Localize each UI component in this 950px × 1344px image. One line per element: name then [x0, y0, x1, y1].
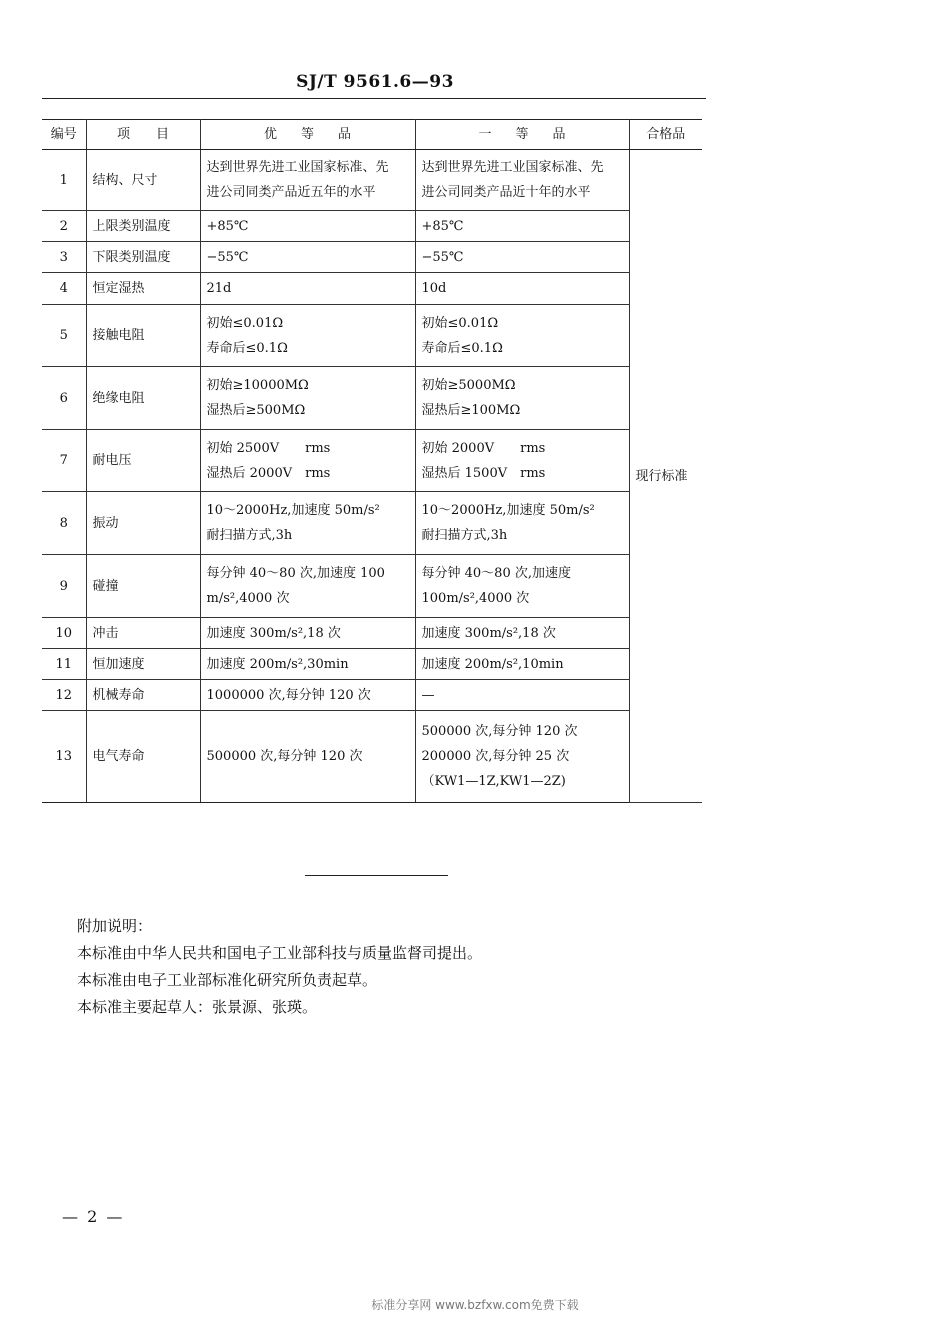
row-number: 9	[42, 555, 86, 618]
cell-line: 10d	[421, 281, 447, 296]
row-number: 1	[42, 150, 86, 211]
excellent-grade-value	[200, 242, 415, 273]
cell-line: −55℃	[421, 249, 464, 265]
cell-line: 进公司同类产品近十年的水平	[421, 185, 591, 200]
table-row	[42, 367, 702, 430]
first-grade-value	[415, 680, 629, 711]
excellent-grade-value	[200, 492, 415, 555]
row-item: 冲击	[86, 618, 200, 649]
cell-line: 200000 次,每分钟 25 次	[421, 749, 570, 764]
cell-line: 加速度 300m/s²,18 次	[206, 625, 341, 641]
first-grade-value	[415, 242, 629, 273]
first-grade-value	[415, 305, 629, 367]
first-grade-value	[415, 492, 629, 555]
cell-line: 湿热后 1500V rms	[421, 465, 546, 481]
row-number: 5	[42, 305, 86, 367]
header-item: 项 目	[86, 120, 200, 150]
notes-line: 本标准由中华人民共和国电子工业部科技与质量监督司提出。	[77, 944, 483, 962]
cell-line: +85℃	[421, 218, 464, 234]
cell-line: 每分钟 40～80 次,加速度 100	[206, 566, 385, 581]
cell-line: 初始≥5000MΩ	[421, 378, 516, 393]
row-item: 绝缘电阻	[86, 367, 200, 430]
cell-line: 耐扫描方式,3h	[421, 528, 508, 543]
cell-line: 10～2000Hz,加速度 50m/s²	[206, 503, 380, 518]
cell-line: +85℃	[206, 218, 249, 234]
header-excellent-grade: 优等品	[200, 120, 415, 150]
first-grade-value	[415, 618, 629, 649]
additional-notes	[77, 913, 482, 1021]
notes-line: 本标准主要起草人：张景源、张瑛。	[77, 998, 318, 1016]
table-row	[42, 555, 702, 618]
cell-line: 每分钟 40～80 次,加速度	[421, 566, 571, 581]
watermark: 标准分享网 www.bzfxw.com免费下载	[371, 1298, 579, 1312]
row-number: 2	[42, 211, 86, 242]
header-rule	[42, 98, 706, 99]
cell-line: 1000000 次,每分钟 120 次	[206, 687, 371, 703]
notes-heading: 附加说明：	[77, 917, 153, 935]
table-row	[42, 711, 702, 803]
row-item: 耐电压	[86, 430, 200, 492]
row-number: 10	[42, 618, 86, 649]
row-number: 12	[42, 680, 86, 711]
row-number: 8	[42, 492, 86, 555]
cell-line: 初始≤0.01Ω	[206, 315, 284, 331]
excellent-grade-value	[200, 555, 415, 618]
first-grade-value	[415, 555, 629, 618]
row-item: 结构、尺寸	[86, 150, 200, 211]
notes-line: 本标准由电子工业部标准化研究所负责起草。	[77, 971, 378, 989]
page-number: — 2 —	[62, 1207, 125, 1226]
cell-line: 初始≤0.01Ω	[421, 315, 499, 331]
row-item: 恒加速度	[86, 649, 200, 680]
row-item: 下限类别温度	[86, 242, 200, 273]
document-code: SJ/T 9561.6—93	[296, 72, 454, 92]
cell-line: —	[421, 687, 435, 703]
qualified-grade-value: 现行标准	[629, 150, 702, 803]
cell-line: 500000 次,每分钟 120 次	[421, 724, 578, 739]
table-row	[42, 618, 702, 649]
first-grade-value	[415, 211, 629, 242]
excellent-grade-value	[200, 711, 415, 803]
row-item: 电气寿命	[86, 711, 200, 803]
cell-line: 初始 2500V rms	[206, 440, 331, 456]
excellent-grade-value	[200, 680, 415, 711]
cell-line: （KW1—1Z,KW1—2Z)	[421, 774, 566, 789]
table-row	[42, 492, 702, 555]
cell-line: 100m/s²,4000 次	[421, 591, 530, 606]
row-item: 机械寿命	[86, 680, 200, 711]
table-row	[42, 680, 702, 711]
first-grade-value	[415, 273, 629, 305]
cell-line: 寿命后≤0.1Ω	[206, 340, 288, 356]
excellent-grade-value	[200, 273, 415, 305]
row-number: 6	[42, 367, 86, 430]
first-grade-value	[415, 367, 629, 430]
cell-line: 进公司同类产品近五年的水平	[206, 185, 376, 200]
table-row	[42, 305, 702, 367]
cell-line: −55℃	[206, 249, 249, 265]
cell-line: 达到世界先进工业国家标准、先	[206, 160, 389, 175]
cell-line: 500000 次,每分钟 120 次	[206, 749, 363, 764]
cell-line: 加速度 200m/s²,10min	[421, 656, 564, 672]
cell-line: 达到世界先进工业国家标准、先	[421, 160, 604, 175]
table-row	[42, 273, 702, 305]
first-grade-value	[415, 430, 629, 492]
table-row	[42, 649, 702, 680]
cell-line: m/s²,4000 次	[206, 591, 290, 606]
row-number: 3	[42, 242, 86, 273]
excellent-grade-value	[200, 150, 415, 211]
header-first-grade: 一等品	[415, 120, 629, 150]
first-grade-value	[415, 711, 629, 803]
header-no: 编号	[42, 120, 86, 150]
row-item: 接触电阻	[86, 305, 200, 367]
row-number: 13	[42, 711, 86, 803]
row-item: 恒定湿热	[86, 273, 200, 305]
excellent-grade-value	[200, 430, 415, 492]
table-row	[42, 430, 702, 492]
table-row	[42, 211, 702, 242]
cell-line: 湿热后≥500MΩ	[206, 403, 306, 418]
row-item: 上限类别温度	[86, 211, 200, 242]
excellent-grade-value	[200, 211, 415, 242]
cell-line: 加速度 300m/s²,18 次	[421, 625, 556, 641]
cell-line: 耐扫描方式,3h	[206, 528, 293, 543]
row-item: 碰撞	[86, 555, 200, 618]
first-grade-value	[415, 150, 629, 211]
row-number: 4	[42, 273, 86, 305]
table-row	[42, 242, 702, 273]
section-separator	[305, 875, 448, 876]
cell-line: 湿热后 2000V rms	[206, 465, 331, 481]
first-grade-value	[415, 649, 629, 680]
header-qualified-grade: 合格品	[629, 120, 702, 150]
cell-line: 寿命后≤0.1Ω	[421, 340, 503, 356]
table-header-row	[42, 120, 702, 150]
cell-line: 10～2000Hz,加速度 50m/s²	[421, 503, 595, 518]
cell-line: 初始≥10000MΩ	[206, 378, 309, 393]
cell-line: 初始 2000V rms	[421, 440, 546, 456]
cell-line: 湿热后≥100MΩ	[421, 403, 521, 418]
cell-line: 21d	[206, 281, 232, 296]
excellent-grade-value	[200, 367, 415, 430]
table-row	[42, 150, 702, 211]
row-number: 11	[42, 649, 86, 680]
excellent-grade-value	[200, 649, 415, 680]
cell-line: 加速度 200m/s²,30min	[206, 656, 349, 672]
row-number: 7	[42, 430, 86, 492]
specification-table	[42, 119, 702, 803]
excellent-grade-value	[200, 305, 415, 367]
excellent-grade-value	[200, 618, 415, 649]
row-item: 振动	[86, 492, 200, 555]
